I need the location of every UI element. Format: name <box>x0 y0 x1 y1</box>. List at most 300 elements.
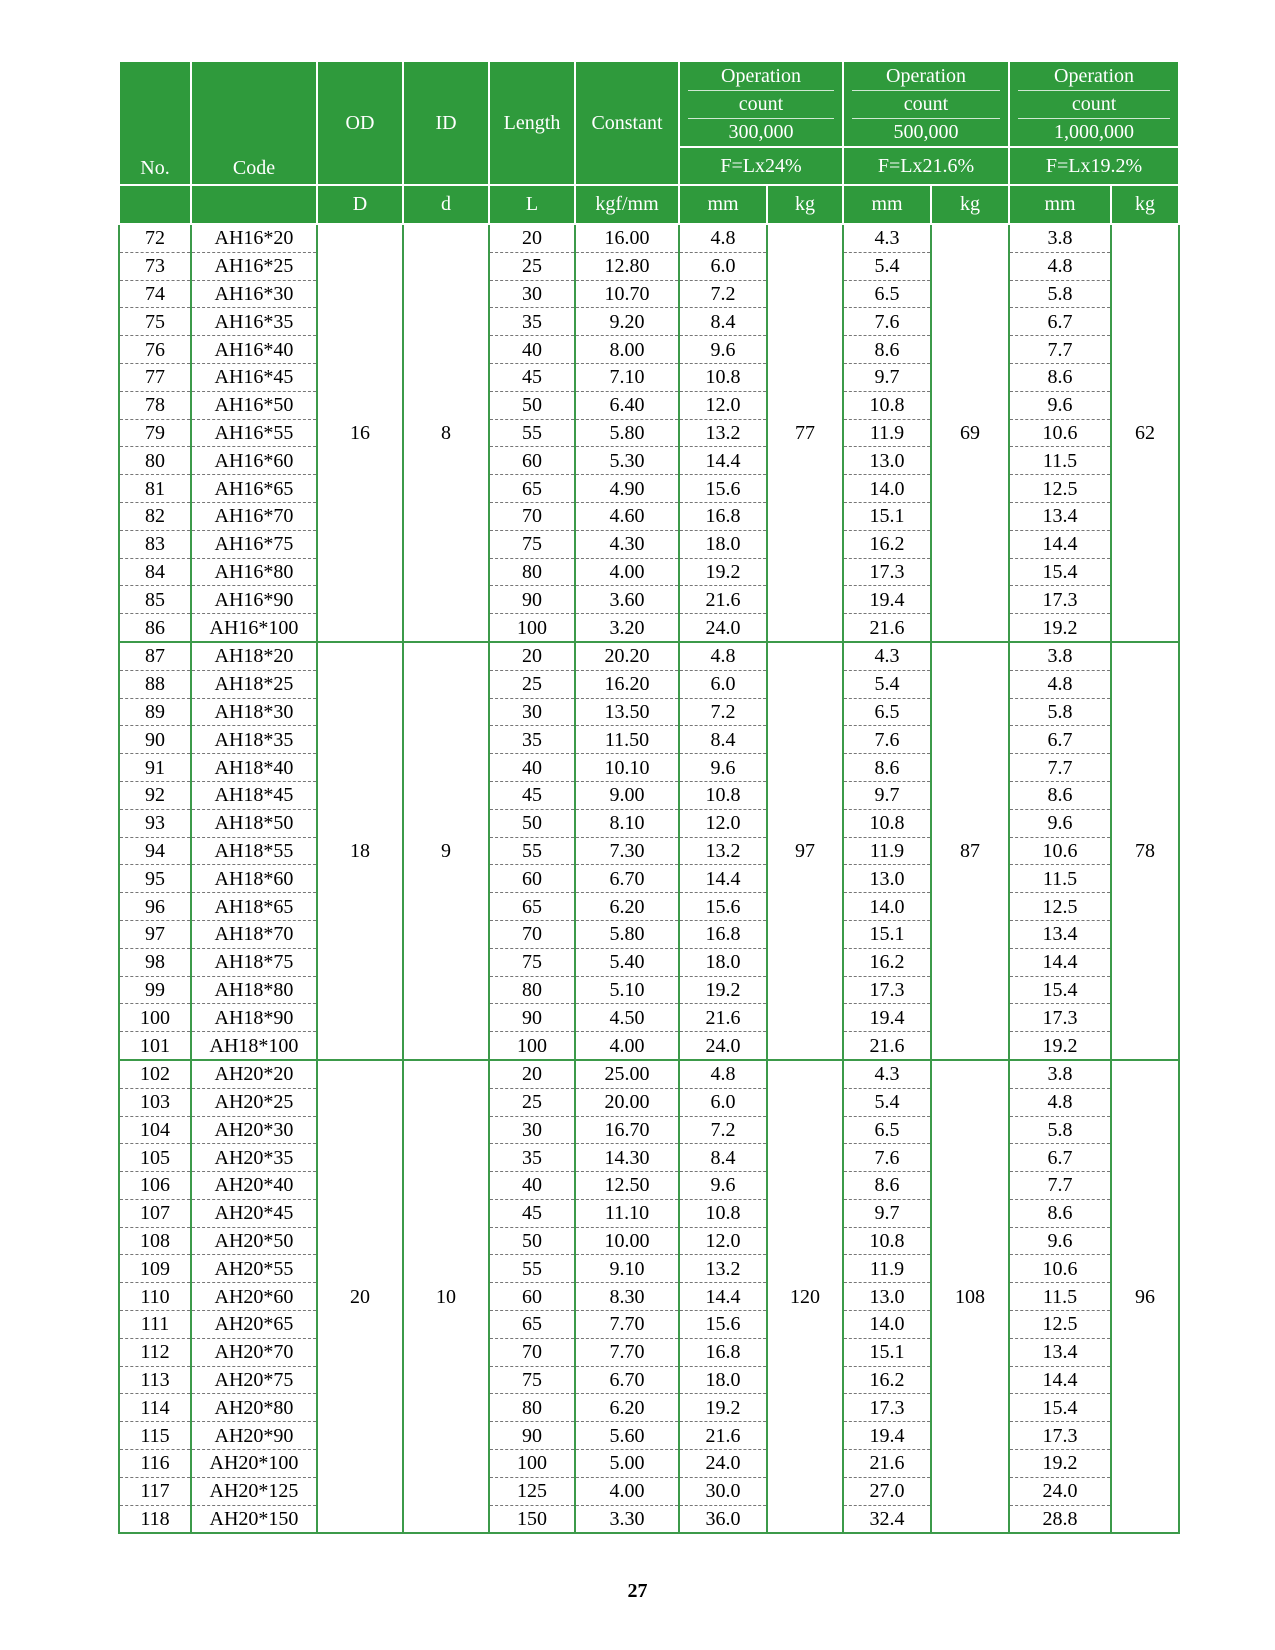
cell-mm-500000: 14.0 <box>843 1311 931 1339</box>
cell-mm-300000: 4.8 <box>679 642 767 670</box>
cell-no: 112 <box>119 1338 191 1366</box>
cell-length: 25 <box>489 670 575 698</box>
cell-kg-500000: 108 <box>931 1060 1009 1534</box>
cell-mm-1000000: 14.4 <box>1009 1366 1111 1394</box>
cell-mm-500000: 8.6 <box>843 1172 931 1200</box>
header-op-1000000 <box>1009 61 1179 147</box>
cell-mm-1000000: 9.6 <box>1009 809 1111 837</box>
cell-mm-1000000: 10.6 <box>1009 419 1111 447</box>
cell-length: 65 <box>489 1311 575 1339</box>
cell-no: 110 <box>119 1283 191 1311</box>
cell-code: AH16*50 <box>191 391 317 419</box>
cell-length: 60 <box>489 447 575 475</box>
formula-1000000: F=Lx19.2% <box>1009 147 1179 185</box>
cell-length: 55 <box>489 837 575 865</box>
cell-length: 100 <box>489 1450 575 1478</box>
op-line: count <box>688 91 834 119</box>
cell-mm-500000: 6.5 <box>843 280 931 308</box>
cell-length: 45 <box>489 1199 575 1227</box>
cell-length: 150 <box>489 1505 575 1533</box>
cell-constant: 10.00 <box>575 1227 679 1255</box>
cell-no: 74 <box>119 280 191 308</box>
cell-mm-500000: 21.6 <box>843 614 931 642</box>
cell-mm-300000: 12.0 <box>679 809 767 837</box>
cell-constant: 5.80 <box>575 920 679 948</box>
table-row <box>119 670 1179 698</box>
cell-no: 78 <box>119 391 191 419</box>
cell-od: 16 <box>317 224 403 642</box>
cell-mm-500000: 14.0 <box>843 893 931 921</box>
cell-constant: 4.00 <box>575 1032 679 1060</box>
cell-kg-500000: 69 <box>931 224 1009 642</box>
cell-constant: 5.80 <box>575 419 679 447</box>
cell-mm-300000: 12.0 <box>679 1227 767 1255</box>
cell-constant: 7.30 <box>575 837 679 865</box>
cell-mm-500000: 7.6 <box>843 1144 931 1172</box>
cell-mm-300000: 10.8 <box>679 1199 767 1227</box>
header-id: ID <box>403 61 489 185</box>
table-row <box>119 1338 1179 1366</box>
cell-mm-500000: 32.4 <box>843 1505 931 1533</box>
cell-mm-1000000: 13.4 <box>1009 502 1111 530</box>
cell-constant: 10.10 <box>575 754 679 782</box>
cell-code: AH16*40 <box>191 336 317 364</box>
cell-mm-1000000: 13.4 <box>1009 920 1111 948</box>
cell-length: 40 <box>489 336 575 364</box>
cell-code: AH20*100 <box>191 1450 317 1478</box>
table-row <box>119 781 1179 809</box>
cell-mm-500000: 16.2 <box>843 1366 931 1394</box>
table-row <box>119 419 1179 447</box>
cell-mm-1000000: 8.6 <box>1009 363 1111 391</box>
cell-mm-500000: 9.7 <box>843 781 931 809</box>
cell-no: 101 <box>119 1032 191 1060</box>
op-line: Operation <box>852 63 1000 91</box>
cell-code: AH20*90 <box>191 1422 317 1450</box>
cell-kg-1000000: 62 <box>1111 224 1179 642</box>
cell-constant: 3.30 <box>575 1505 679 1533</box>
header-code: Code <box>191 61 317 185</box>
cell-code: AH18*75 <box>191 948 317 976</box>
cell-code: AH18*55 <box>191 837 317 865</box>
cell-mm-500000: 6.5 <box>843 698 931 726</box>
cell-constant: 11.50 <box>575 726 679 754</box>
cell-no: 85 <box>119 586 191 614</box>
cell-mm-1000000: 3.8 <box>1009 642 1111 670</box>
cell-mm-300000: 8.4 <box>679 1144 767 1172</box>
cell-mm-1000000: 15.4 <box>1009 558 1111 586</box>
cell-code: AH20*80 <box>191 1394 317 1422</box>
cell-mm-300000: 18.0 <box>679 948 767 976</box>
cell-code: AH16*55 <box>191 419 317 447</box>
table-row <box>119 363 1179 391</box>
op-line: Operation <box>688 63 834 91</box>
cell-mm-500000: 15.1 <box>843 1338 931 1366</box>
cell-constant: 8.10 <box>575 809 679 837</box>
cell-length: 40 <box>489 1172 575 1200</box>
cell-code: AH18*50 <box>191 809 317 837</box>
cell-mm-500000: 15.1 <box>843 920 931 948</box>
cell-code: AH20*70 <box>191 1338 317 1366</box>
cell-no: 103 <box>119 1088 191 1116</box>
cell-no: 100 <box>119 1004 191 1032</box>
op-line: count <box>852 91 1000 119</box>
table-row <box>119 1004 1179 1032</box>
cell-mm-1000000: 7.7 <box>1009 336 1111 364</box>
cell-mm-300000: 24.0 <box>679 1032 767 1060</box>
cell-mm-300000: 8.4 <box>679 308 767 336</box>
cell-length: 50 <box>489 1227 575 1255</box>
header-op-300000 <box>679 61 843 147</box>
table-row <box>119 948 1179 976</box>
table-row <box>119 530 1179 558</box>
cell-code: AH16*60 <box>191 447 317 475</box>
cell-mm-500000: 19.4 <box>843 1004 931 1032</box>
table-row <box>119 308 1179 336</box>
cell-mm-300000: 15.6 <box>679 1311 767 1339</box>
op-line: 300,000 <box>728 121 794 143</box>
cell-length: 70 <box>489 502 575 530</box>
table-header <box>119 61 1179 224</box>
spring-spec-table <box>118 60 1180 1534</box>
cell-no: 90 <box>119 726 191 754</box>
cell-length: 20 <box>489 642 575 670</box>
cell-od: 18 <box>317 642 403 1060</box>
op-line: 1,000,000 <box>1054 121 1135 143</box>
table-row <box>119 1505 1179 1533</box>
unit-mm: mm <box>1009 185 1111 224</box>
cell-length: 65 <box>489 475 575 503</box>
page-number: 27 <box>627 1580 648 1602</box>
table-row <box>119 336 1179 364</box>
cell-mm-1000000: 13.4 <box>1009 1338 1111 1366</box>
cell-mm-1000000: 12.5 <box>1009 893 1111 921</box>
cell-length: 35 <box>489 308 575 336</box>
cell-code: AH16*65 <box>191 475 317 503</box>
cell-code: AH16*90 <box>191 586 317 614</box>
unit-kg: kg <box>767 185 843 224</box>
table-row <box>119 447 1179 475</box>
cell-no: 102 <box>119 1060 191 1088</box>
cell-mm-300000: 6.0 <box>679 252 767 280</box>
cell-length: 35 <box>489 726 575 754</box>
cell-constant: 5.60 <box>575 1422 679 1450</box>
cell-mm-300000: 7.2 <box>679 1116 767 1144</box>
cell-constant: 25.00 <box>575 1060 679 1088</box>
cell-mm-1000000: 7.7 <box>1009 1172 1111 1200</box>
cell-length: 30 <box>489 1116 575 1144</box>
cell-mm-1000000: 24.0 <box>1009 1477 1111 1505</box>
unit-mm: mm <box>679 185 767 224</box>
cell-no: 105 <box>119 1144 191 1172</box>
cell-mm-300000: 19.2 <box>679 976 767 1004</box>
cell-constant: 6.70 <box>575 865 679 893</box>
cell-constant: 16.70 <box>575 1116 679 1144</box>
cell-constant: 14.30 <box>575 1144 679 1172</box>
cell-mm-300000: 21.6 <box>679 1004 767 1032</box>
cell-mm-500000: 17.3 <box>843 558 931 586</box>
cell-code: AH16*25 <box>191 252 317 280</box>
cell-code: AH16*75 <box>191 530 317 558</box>
table-row <box>119 1199 1179 1227</box>
cell-code: AH18*80 <box>191 976 317 1004</box>
table-row <box>119 1255 1179 1283</box>
cell-length: 75 <box>489 1366 575 1394</box>
table-row <box>119 586 1179 614</box>
cell-mm-300000: 9.6 <box>679 754 767 782</box>
cell-kg-500000: 87 <box>931 642 1009 1060</box>
cell-length: 30 <box>489 280 575 308</box>
cell-mm-1000000: 11.5 <box>1009 1283 1111 1311</box>
cell-length: 20 <box>489 224 575 252</box>
cell-constant: 3.20 <box>575 614 679 642</box>
cell-length: 90 <box>489 586 575 614</box>
cell-length: 90 <box>489 1422 575 1450</box>
cell-code: AH20*125 <box>191 1477 317 1505</box>
cell-mm-1000000: 3.8 <box>1009 1060 1111 1088</box>
table-row <box>119 1366 1179 1394</box>
cell-mm-300000: 10.8 <box>679 781 767 809</box>
cell-code: AH20*20 <box>191 1060 317 1088</box>
table-row <box>119 754 1179 782</box>
table-row <box>119 475 1179 503</box>
table-row <box>119 642 1179 670</box>
cell-length: 100 <box>489 1032 575 1060</box>
cell-length: 65 <box>489 893 575 921</box>
cell-mm-500000: 21.6 <box>843 1450 931 1478</box>
cell-constant: 5.10 <box>575 976 679 1004</box>
cell-length: 55 <box>489 419 575 447</box>
cell-length: 70 <box>489 920 575 948</box>
cell-mm-300000: 7.2 <box>679 698 767 726</box>
cell-mm-1000000: 6.7 <box>1009 1144 1111 1172</box>
cell-constant: 7.70 <box>575 1311 679 1339</box>
cell-mm-300000: 13.2 <box>679 837 767 865</box>
header-length: Length <box>489 61 575 185</box>
cell-constant: 12.80 <box>575 252 679 280</box>
cell-mm-1000000: 19.2 <box>1009 614 1111 642</box>
cell-mm-1000000: 14.4 <box>1009 530 1111 558</box>
cell-mm-300000: 7.2 <box>679 280 767 308</box>
unit-blank <box>191 185 317 224</box>
cell-no: 89 <box>119 698 191 726</box>
cell-mm-500000: 10.8 <box>843 1227 931 1255</box>
table-row <box>119 698 1179 726</box>
cell-no: 77 <box>119 363 191 391</box>
unit-blank <box>119 185 191 224</box>
cell-code: AH20*150 <box>191 1505 317 1533</box>
cell-length: 60 <box>489 865 575 893</box>
cell-mm-500000: 5.4 <box>843 252 931 280</box>
table-row <box>119 1227 1179 1255</box>
cell-code: AH18*30 <box>191 698 317 726</box>
cell-mm-500000: 6.5 <box>843 1116 931 1144</box>
cell-mm-500000: 19.4 <box>843 586 931 614</box>
cell-constant: 12.50 <box>575 1172 679 1200</box>
cell-mm-1000000: 19.2 <box>1009 1032 1111 1060</box>
cell-no: 117 <box>119 1477 191 1505</box>
unit-od: D <box>317 185 403 224</box>
table-row <box>119 837 1179 865</box>
cell-mm-300000: 30.0 <box>679 1477 767 1505</box>
cell-mm-1000000: 28.8 <box>1009 1505 1111 1533</box>
cell-mm-1000000: 17.3 <box>1009 586 1111 614</box>
cell-mm-500000: 14.0 <box>843 475 931 503</box>
cell-constant: 5.00 <box>575 1450 679 1478</box>
cell-mm-500000: 17.3 <box>843 1394 931 1422</box>
cell-mm-300000: 6.0 <box>679 670 767 698</box>
cell-mm-1000000: 17.3 <box>1009 1422 1111 1450</box>
table-body <box>119 224 1179 1533</box>
cell-constant: 9.00 <box>575 781 679 809</box>
cell-mm-1000000: 5.8 <box>1009 280 1111 308</box>
cell-mm-500000: 13.0 <box>843 865 931 893</box>
cell-mm-500000: 13.0 <box>843 1283 931 1311</box>
cell-mm-500000: 5.4 <box>843 670 931 698</box>
cell-no: 73 <box>119 252 191 280</box>
cell-code: AH18*60 <box>191 865 317 893</box>
cell-mm-500000: 27.0 <box>843 1477 931 1505</box>
cell-mm-300000: 13.2 <box>679 1255 767 1283</box>
cell-no: 79 <box>119 419 191 447</box>
cell-kg-300000: 77 <box>767 224 843 642</box>
cell-constant: 6.20 <box>575 893 679 921</box>
cell-code: AH16*35 <box>191 308 317 336</box>
table-row <box>119 1450 1179 1478</box>
unit-kg: kg <box>931 185 1009 224</box>
cell-mm-1000000: 4.8 <box>1009 670 1111 698</box>
cell-length: 55 <box>489 1255 575 1283</box>
cell-mm-300000: 15.6 <box>679 893 767 921</box>
cell-length: 100 <box>489 614 575 642</box>
cell-mm-1000000: 11.5 <box>1009 447 1111 475</box>
cell-length: 35 <box>489 1144 575 1172</box>
cell-no: 97 <box>119 920 191 948</box>
cell-no: 99 <box>119 976 191 1004</box>
table-row <box>119 726 1179 754</box>
cell-code: AH16*30 <box>191 280 317 308</box>
cell-no: 87 <box>119 642 191 670</box>
cell-code: AH18*65 <box>191 893 317 921</box>
cell-mm-500000: 19.4 <box>843 1422 931 1450</box>
cell-mm-300000: 21.6 <box>679 1422 767 1450</box>
cell-code: AH16*100 <box>191 614 317 642</box>
cell-mm-1000000: 12.5 <box>1009 1311 1111 1339</box>
unit-mm: mm <box>843 185 931 224</box>
cell-mm-500000: 4.3 <box>843 1060 931 1088</box>
cell-constant: 6.70 <box>575 1366 679 1394</box>
cell-mm-500000: 10.8 <box>843 391 931 419</box>
cell-mm-500000: 9.7 <box>843 363 931 391</box>
cell-constant: 4.00 <box>575 1477 679 1505</box>
header-od: OD <box>317 61 403 185</box>
cell-no: 86 <box>119 614 191 642</box>
cell-kg-300000: 97 <box>767 642 843 1060</box>
table-row <box>119 1422 1179 1450</box>
cell-constant: 4.00 <box>575 558 679 586</box>
cell-code: AH16*80 <box>191 558 317 586</box>
cell-length: 75 <box>489 530 575 558</box>
cell-code: AH20*60 <box>191 1283 317 1311</box>
unit-kg: kg <box>1111 185 1179 224</box>
cell-mm-300000: 18.0 <box>679 530 767 558</box>
cell-no: 81 <box>119 475 191 503</box>
cell-constant: 4.30 <box>575 530 679 558</box>
cell-mm-1000000: 9.6 <box>1009 391 1111 419</box>
table-row <box>119 614 1179 642</box>
header-constant: Constant <box>575 61 679 185</box>
cell-no: 106 <box>119 1172 191 1200</box>
cell-constant: 6.40 <box>575 391 679 419</box>
cell-constant: 7.70 <box>575 1338 679 1366</box>
cell-no: 115 <box>119 1422 191 1450</box>
cell-mm-500000: 4.3 <box>843 224 931 252</box>
cell-mm-300000: 15.6 <box>679 475 767 503</box>
cell-code: AH18*45 <box>191 781 317 809</box>
cell-code: AH20*30 <box>191 1116 317 1144</box>
cell-mm-300000: 8.4 <box>679 726 767 754</box>
cell-code: AH20*25 <box>191 1088 317 1116</box>
cell-length: 45 <box>489 363 575 391</box>
cell-constant: 20.20 <box>575 642 679 670</box>
cell-length: 25 <box>489 252 575 280</box>
table-row <box>119 1311 1179 1339</box>
cell-mm-300000: 4.8 <box>679 224 767 252</box>
cell-constant: 4.50 <box>575 1004 679 1032</box>
cell-mm-1000000: 5.8 <box>1009 1116 1111 1144</box>
formula-300000: F=Lx24% <box>679 147 843 185</box>
cell-length: 75 <box>489 948 575 976</box>
cell-constant: 16.00 <box>575 224 679 252</box>
cell-code: AH20*50 <box>191 1227 317 1255</box>
cell-mm-1000000: 6.7 <box>1009 308 1111 336</box>
cell-mm-300000: 9.6 <box>679 336 767 364</box>
cell-mm-1000000: 15.4 <box>1009 976 1111 1004</box>
cell-code: AH20*35 <box>191 1144 317 1172</box>
cell-constant: 10.70 <box>575 280 679 308</box>
cell-no: 93 <box>119 809 191 837</box>
cell-id: 9 <box>403 642 489 1060</box>
unit-id: d <box>403 185 489 224</box>
cell-mm-300000: 24.0 <box>679 614 767 642</box>
cell-mm-500000: 17.3 <box>843 976 931 1004</box>
table-row <box>119 252 1179 280</box>
cell-mm-500000: 11.9 <box>843 419 931 447</box>
cell-kg-1000000: 96 <box>1111 1060 1179 1534</box>
cell-constant: 5.30 <box>575 447 679 475</box>
cell-length: 40 <box>489 754 575 782</box>
cell-no: 91 <box>119 754 191 782</box>
cell-no: 108 <box>119 1227 191 1255</box>
table-row <box>119 1172 1179 1200</box>
op-line: 500,000 <box>893 121 959 143</box>
cell-no: 94 <box>119 837 191 865</box>
cell-length: 70 <box>489 1338 575 1366</box>
cell-constant: 4.90 <box>575 475 679 503</box>
cell-length: 30 <box>489 698 575 726</box>
cell-constant: 3.60 <box>575 586 679 614</box>
cell-length: 45 <box>489 781 575 809</box>
cell-length: 80 <box>489 1394 575 1422</box>
cell-no: 88 <box>119 670 191 698</box>
cell-mm-1000000: 6.7 <box>1009 726 1111 754</box>
table-row <box>119 1394 1179 1422</box>
table-row <box>119 1283 1179 1311</box>
table-row <box>119 1116 1179 1144</box>
cell-mm-1000000: 10.6 <box>1009 837 1111 865</box>
cell-code: AH18*90 <box>191 1004 317 1032</box>
cell-mm-1000000: 4.8 <box>1009 252 1111 280</box>
